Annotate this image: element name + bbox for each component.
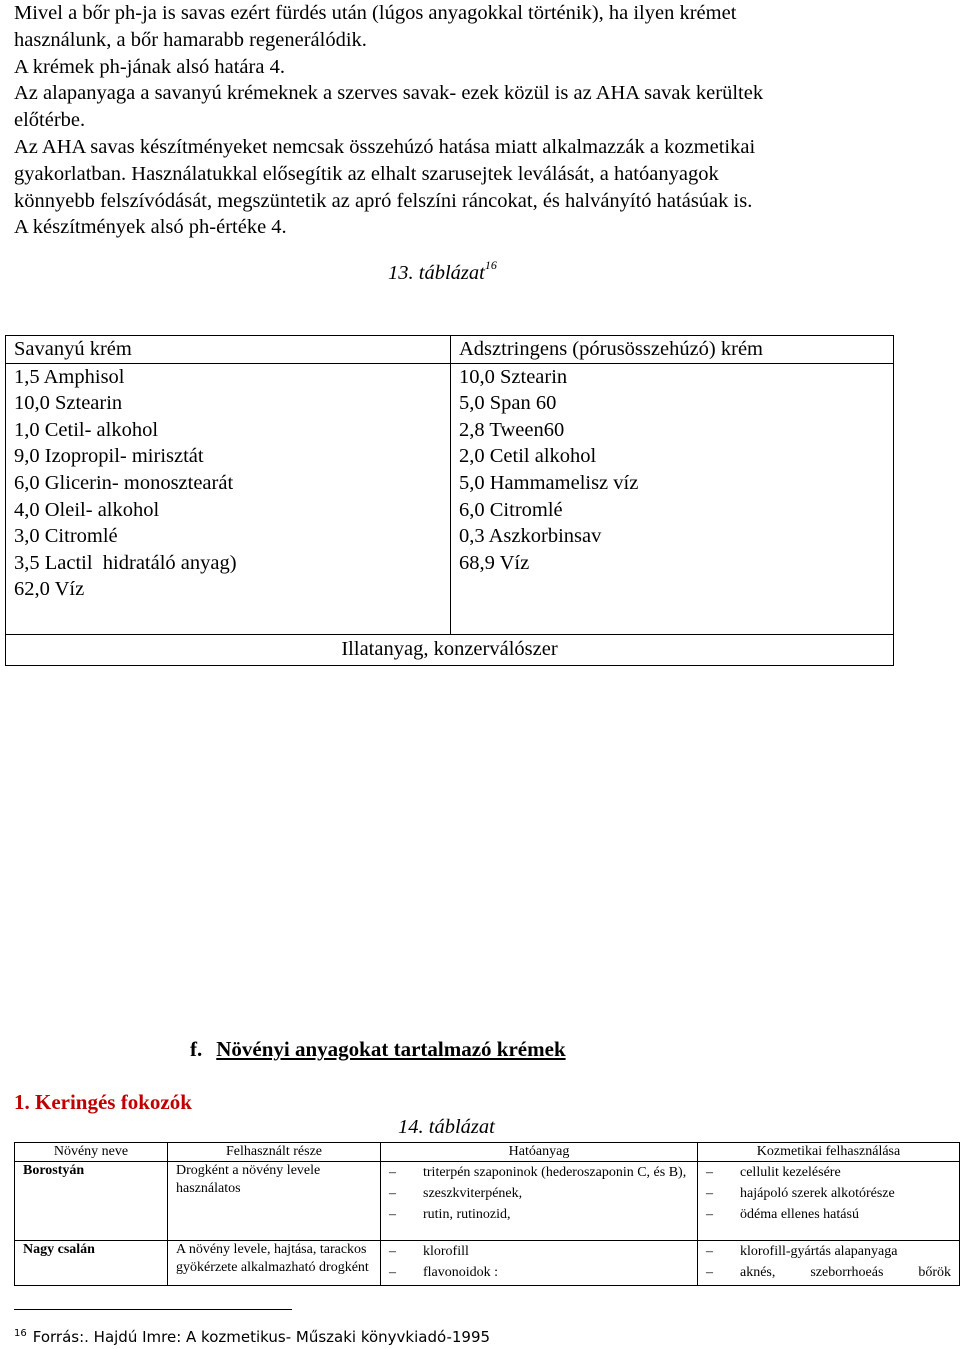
list-item: – klorofill-gyártás alapanyaga: [706, 1243, 951, 1261]
plant-name: Borostyán: [15, 1162, 168, 1241]
column-header: Hatóanyag: [381, 1143, 698, 1162]
ingredient: 4,0 Oleil- alkohol: [14, 498, 160, 521]
active-ingredients: [381, 1162, 698, 1241]
list-item: – rutin, rutinozid,: [389, 1206, 689, 1224]
right-ingredients: [451, 363, 894, 634]
list-item: – cellulit kezelésére: [706, 1164, 951, 1182]
ingredient: 3,0 Citromlé: [14, 525, 118, 548]
footnote-text: Forrás:. Hajdú Imre: A kozmetikus- Műszaki könyvkiadó-1995: [32, 1328, 491, 1346]
caption-text: 13. táblázat: [388, 261, 485, 284]
table-row: [15, 1241, 960, 1286]
text-line: Mivel a bőr ph-ja is savas ezért fürdés után (lúgos anyagokkal történik), ha ilyen krémet: [14, 2, 737, 24]
right-header: Adsztringens (pórusösszehúzó) krém: [451, 336, 894, 364]
ingredient: 6,0 Citromlé: [459, 498, 563, 521]
section-title: Növényi anyagokat tartalmazó krémek: [216, 1037, 566, 1061]
text-line: A krémek ph-jának alsó határa 4.: [14, 55, 285, 78]
cosmetic-use: [698, 1162, 960, 1241]
list-item: – triterpén szaponinok (hederoszaponin C, és B),: [389, 1164, 689, 1182]
ingredient: 10,0 Sztearin: [14, 392, 123, 415]
ingredient: 3,5 Lactil hidratáló anyag): [14, 551, 237, 574]
ingredient: 0,3 Aszkorbinsav: [459, 525, 602, 548]
footnote-divider: [14, 1309, 292, 1310]
ingredient: 5,0 Span 60: [459, 392, 557, 415]
use-word: szeborrhoeás: [810, 1265, 884, 1280]
list-item: – flavonoidok :: [389, 1264, 689, 1282]
ingredient: 6,0 Glicerin- monosztearát: [14, 471, 234, 494]
text-line: előtérbe.: [14, 109, 86, 132]
table-14: [14, 1142, 960, 1286]
list-item: – klorofill: [389, 1243, 689, 1261]
section-f-heading: [190, 1037, 566, 1062]
left-header: Savanyú krém: [6, 336, 451, 364]
column-header: Kozmetikai felhasználása: [698, 1143, 960, 1162]
intro-paragraph: [14, 0, 949, 241]
list-item: – szeszkviterpének,: [389, 1185, 689, 1203]
ingredient: 2,8 Tween60: [459, 418, 565, 441]
ingredient: 68,9 Víz: [459, 551, 530, 574]
table-footer: Illatanyag, konzerválószer: [6, 634, 894, 665]
use-word: bőrök: [918, 1265, 951, 1280]
list-item: [706, 1264, 951, 1282]
ingredient: 1,5 Amphisol: [14, 365, 125, 388]
left-ingredients: [6, 363, 451, 634]
footnote: [14, 1328, 490, 1346]
ingredient: 1,0 Cetil- alkohol: [14, 418, 159, 441]
text-line: gyakorlatban. Használatukkal elősegítik az elhalt szarusejtek leválását, a hatóanyagok: [14, 162, 719, 185]
footnote-number: 16: [14, 1328, 27, 1339]
ingredient: 62,0 Víz: [14, 578, 85, 601]
table-13-caption: [388, 260, 497, 285]
text-line: Az AHA savas készítményeket nemcsak összehúzó hatása miatt alkalmazzák a kozmetikai: [14, 135, 756, 158]
ingredient: 10,0 Sztearin: [459, 365, 568, 388]
table-row: [15, 1162, 960, 1241]
cosmetic-use: [698, 1241, 960, 1286]
plant-part: A növény levele, hajtása, tarackos gyökérzete alkalmazható drogként: [168, 1241, 381, 1286]
text-line: A készítmények alsó ph-értéke 4.: [14, 216, 287, 239]
footnote-ref: 16: [484, 258, 497, 272]
use-word: – aknés,: [740, 1265, 776, 1280]
section-letter: f.: [190, 1037, 203, 1061]
active-ingredients: [381, 1241, 698, 1286]
plant-part: Drogként a növény levele használatos: [168, 1162, 381, 1241]
column-header: Növény neve: [15, 1143, 168, 1162]
section-1-heading: 1. Keringés fokozók: [14, 1090, 192, 1114]
ingredient: 9,0 Izopropil- mirisztát: [14, 445, 204, 468]
column-header: Felhasznált része: [168, 1143, 381, 1162]
list-item: – hajápoló szerek alkotórésze: [706, 1185, 951, 1203]
table-13: [5, 335, 894, 666]
table-14-caption: 14. táblázat: [398, 1116, 495, 1138]
plant-name: Nagy csalán: [15, 1241, 168, 1286]
ingredient: 2,0 Cetil alkohol: [459, 445, 597, 468]
text-line: használunk, a bőr hamarabb regenerálódik.: [14, 28, 367, 51]
list-item: – ödéma ellenes hatású: [706, 1206, 951, 1224]
text-line: könnyebb felszívódását, megszüntetik az apró felszíni ráncokat, és halványító hatásúak is.: [14, 189, 753, 212]
ingredient: 5,0 Hammamelisz víz: [459, 471, 639, 494]
text-line: Az alapanyaga a savanyú krémeknek a szerves savak- ezek közül is az AHA savak kerültek: [14, 82, 764, 105]
